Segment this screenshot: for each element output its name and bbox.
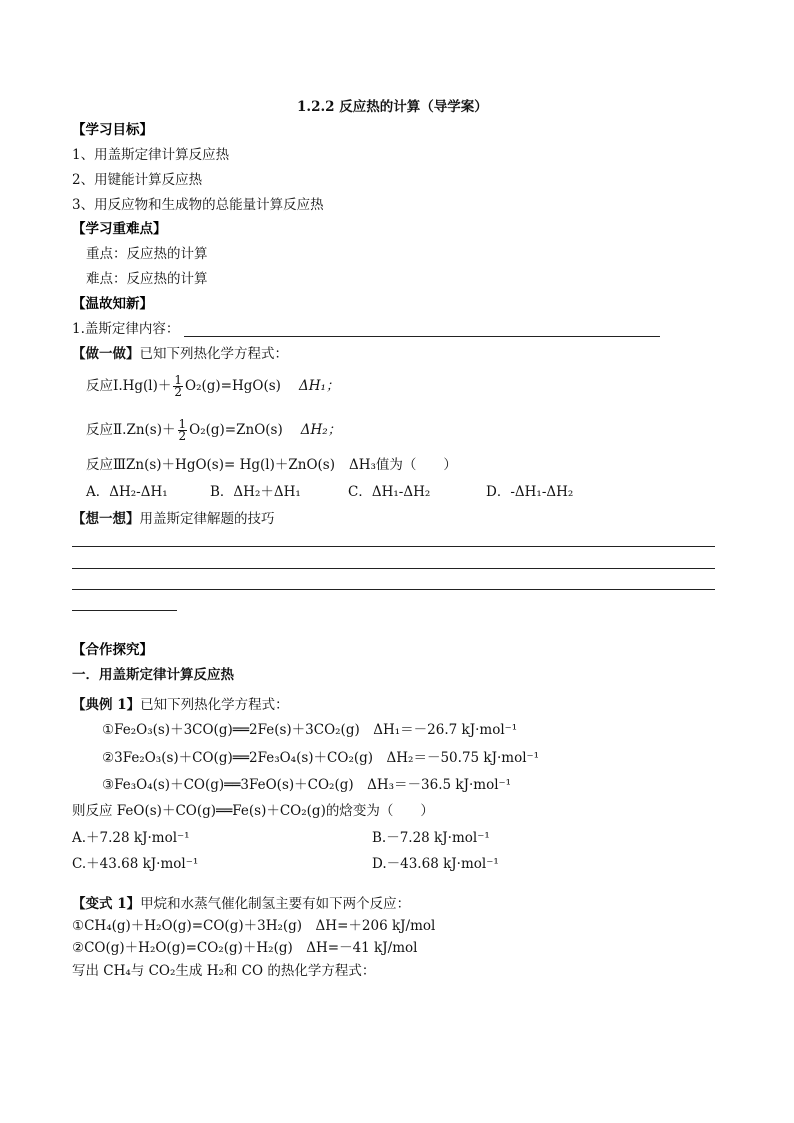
example1-question: 则反应 FeO(s)＋CO(g)══Fe(s)＋CO₂(g)的焓变为（ ）	[72, 803, 434, 819]
think-bracket: 【想一想】	[72, 511, 140, 527]
variant1-eq: ②CO(g)＋H₂O(g)=CO₂(g)＋H₂(g) ΔH=－41 kJ/mol	[72, 940, 418, 956]
option-c[interactable]: C.＋43.68 kJ·mol⁻¹	[72, 856, 199, 872]
option-d[interactable]: D．-ΔH₁-ΔH₂	[486, 484, 574, 500]
objective-item: 2、用键能计算反应热	[72, 172, 203, 188]
fraction-denominator: 2	[174, 385, 183, 399]
example1-intro: 已知下列热化学方程式：	[140, 697, 289, 713]
objective-item: 1、用盖斯定律计算反应热	[72, 147, 230, 163]
delta-h3-question: ΔH₃值为（ ）	[348, 457, 457, 473]
example1-line	[72, 696, 289, 714]
variant1-question: 写出 CH₄与 CO₂生成 H₂和 CO 的热化学方程式：	[72, 963, 376, 979]
reaction-1-left: 反应Ⅰ.Hg(l)＋	[86, 378, 172, 394]
answer-line[interactable]	[72, 568, 715, 569]
review-heading: 【温故知新】	[72, 296, 153, 312]
example1-eq: ①Fe₂O₃(s)＋3CO(g)══2Fe(s)＋3CO₂(g) ΔH₁＝－26.7 kJ·mol⁻¹	[102, 722, 518, 738]
reaction-3	[86, 456, 457, 474]
do-it-line	[72, 345, 288, 363]
example1-bracket: 【典例 1】	[72, 697, 141, 713]
answer-line[interactable]	[184, 336, 660, 337]
reaction-2-left: 反应Ⅱ.Zn(s)＋	[86, 422, 176, 438]
reaction-2-right: O₂(g)=ZnO(s)	[189, 422, 283, 438]
delta-h1: ΔH₁；	[298, 378, 340, 394]
coop-heading: 【合作探究】	[72, 642, 153, 658]
option-a[interactable]: A．ΔH₂-ΔH₁	[86, 484, 168, 500]
reaction-3-equation: 反应ⅢZn(s)＋HgO(s)= Hg(l)＋ZnO(s)	[86, 457, 335, 473]
answer-line[interactable]	[72, 589, 715, 590]
do-it-bracket: 【做一做】	[72, 346, 140, 362]
option-d[interactable]: D.－43.68 kJ·mol⁻¹	[372, 856, 499, 872]
option-b[interactable]: B.－7.28 kJ·mol⁻¹	[372, 830, 490, 846]
delta-h2: ΔH₂；	[300, 422, 342, 438]
reaction-1-right: O₂(g)=HgO(s)	[185, 378, 281, 394]
fraction	[178, 419, 188, 442]
fraction	[173, 375, 183, 398]
review-question: 1.盖斯定律内容：	[72, 321, 180, 337]
variant1-eq: ①CH₄(g)＋H₂O(g)=CO(g)＋3H₂(g) ΔH=＋206 kJ/mol	[72, 918, 436, 934]
option-a[interactable]: A.＋7.28 kJ·mol⁻¹	[72, 830, 190, 846]
section-title: 一．用盖斯定律计算反应热	[72, 667, 234, 683]
objective-item: 3、用反应物和生成物的总能量计算反应热	[72, 197, 324, 213]
example1-eq: ③Fe₃O₄(s)＋CO(g)══3FeO(s)＋CO₂(g) ΔH₃＝－36.5 kJ·mol⁻¹	[102, 777, 512, 793]
answer-line[interactable]	[72, 610, 177, 611]
example1-eq: ②3Fe₂O₃(s)＋CO(g)══2Fe₃O₄(s)＋CO₂(g) ΔH₂＝－50.75 kJ·mol⁻¹	[102, 750, 540, 766]
variant1-bracket: 【变式 1】	[72, 896, 141, 912]
fraction-numerator: 1	[178, 417, 187, 431]
fraction-numerator: 1	[174, 373, 183, 387]
variant1-line	[72, 895, 410, 913]
difficulty-heading: 【学习重难点】	[72, 221, 167, 237]
think-text: 用盖斯定律解题的技巧	[139, 511, 275, 527]
think-line	[72, 510, 275, 528]
variant1-intro: 甲烷和水蒸气催化制氢主要有如下两个反应：	[140, 896, 411, 912]
page-title: 1.2.2 反应热的计算（导学案）	[297, 99, 488, 115]
key-point: 重点：反应热的计算	[86, 246, 208, 262]
reaction-1	[86, 375, 339, 398]
answer-line[interactable]	[72, 546, 715, 547]
objectives-heading: 【学习目标】	[72, 122, 153, 138]
option-b[interactable]: B．ΔH₂＋ΔH₁	[210, 484, 301, 500]
reaction-2	[86, 419, 341, 442]
hard-point: 难点：反应热的计算	[86, 271, 208, 287]
option-c[interactable]: C．ΔH₁-ΔH₂	[348, 484, 431, 500]
do-it-intro: 已知下列热化学方程式：	[139, 346, 288, 362]
fraction-denominator: 2	[178, 429, 187, 443]
